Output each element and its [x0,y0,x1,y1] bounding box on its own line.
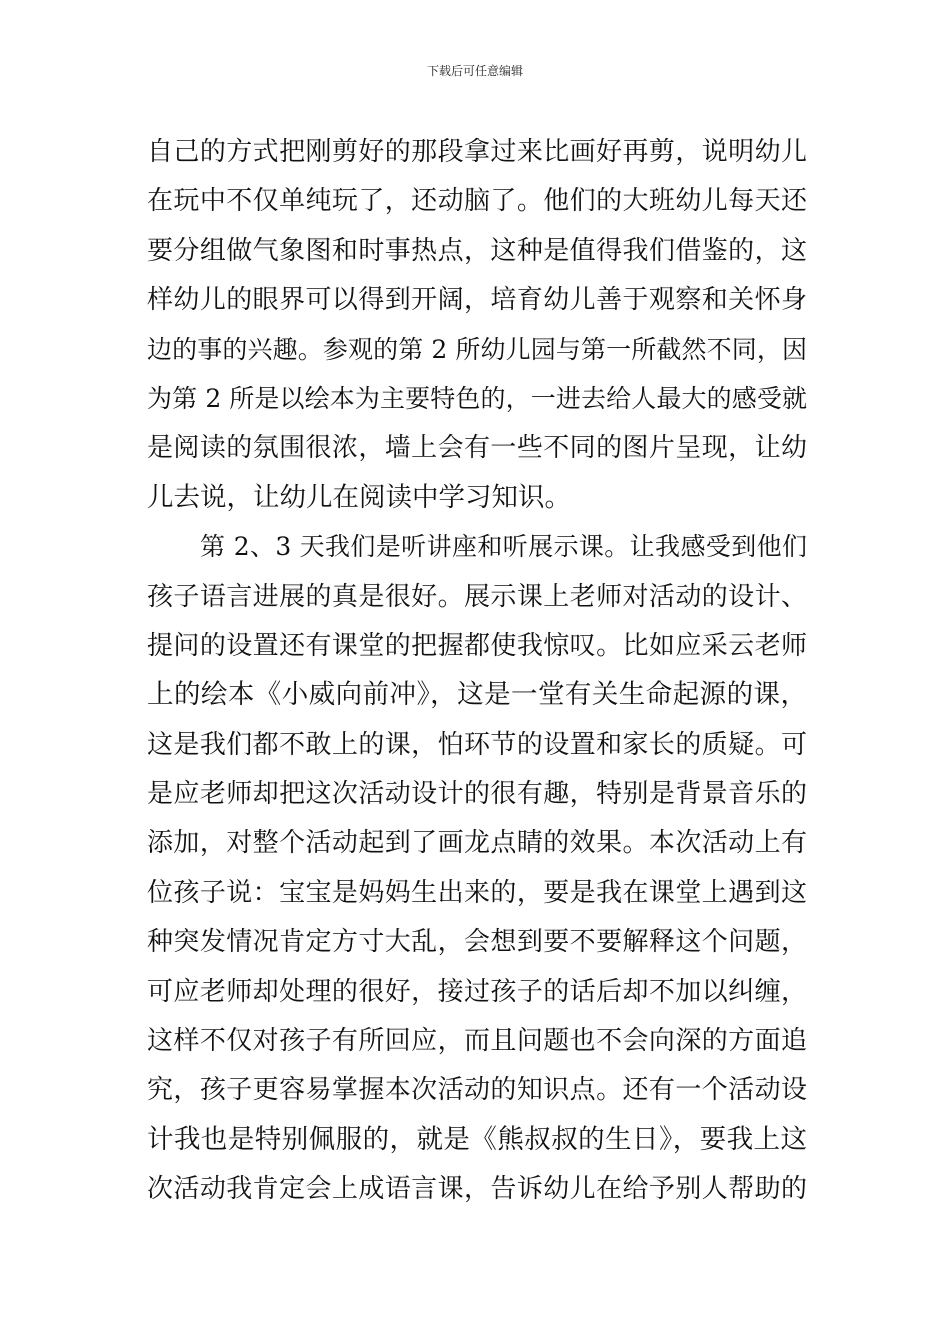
page-header: 下载后可任意编辑 [426,64,523,78]
text-line: 自己的方式把刚剪好的那段拿过来比画好再剪，说明幼儿 [147,137,807,167]
text-line: 儿去说，让幼儿在阅读中学习知识。 [147,481,571,513]
text-line: 为第 2 所是以绘本为主要特色的，一进去给人最大的感受就 [147,383,807,413]
text-line: 可应老师却处理的很好，接过孩子的话后却不加以纠缠， [147,976,807,1007]
text-line: 上的绘本《小威向前冲》，这是一堂有关生命起源的课， [147,679,807,711]
text-line: 次活动我肯定会上成语言课，告诉幼儿在给予别人帮助的 [147,1174,807,1205]
text-line: 添加，对整个活动起到了画龙点睛的效果。本次活动上有 [147,828,807,859]
text-line: 提问的设置还有课堂的把握都使我惊叹。比如应采云老师 [147,630,807,661]
text-line: 这是我们都不敢上的课，怕环节的设置和家长的质疑。可 [147,729,807,760]
paragraph-first-line: 第 2、3 天我们是听讲座和听展示课。让我感受到他们 [200,532,807,562]
text-line: 位孩子说：宝宝是妈妈生出来的，要是我在课堂上遇到这 [147,877,807,908]
text-line: 样幼儿的眼界可以得到开阔，培育幼儿善于观察和关怀身 [147,285,807,316]
text-line: 是阅读的氛围很浓，墙上会有一些不同的图片呈现，让幼 [147,433,807,464]
document-body [147,132,807,1219]
text-line: 要分组做气象图和时事热点，这种是值得我们借鉴的，这 [147,235,807,266]
text-line: 计我也是特别佩服的，就是《熊叔叔的生日》，要我上这 [147,1123,807,1155]
text-line: 孩子语言进展的真是很好。展示课上老师对活动的设计、 [147,581,807,612]
text-line: 边的事的兴趣。参观的第 2 所幼儿园与第一所截然不同，因 [147,334,807,364]
text-line: 种突发情况肯定方寸大乱，会想到要不要解释这个问题， [147,927,807,958]
text-line: 在玩中不仅单纯玩了，还动脑了。他们的大班幼儿每天还 [147,186,807,217]
text-line: 究，孩子更容易掌握本次活动的知识点。还有一个活动设 [147,1075,807,1106]
text-line: 是应老师却把这次活动设计的很有趣，特别是背景音乐的 [147,779,807,810]
text-line: 这样不仅对孩子有所回应，而且问题也不会向深的方面追 [147,1026,807,1057]
